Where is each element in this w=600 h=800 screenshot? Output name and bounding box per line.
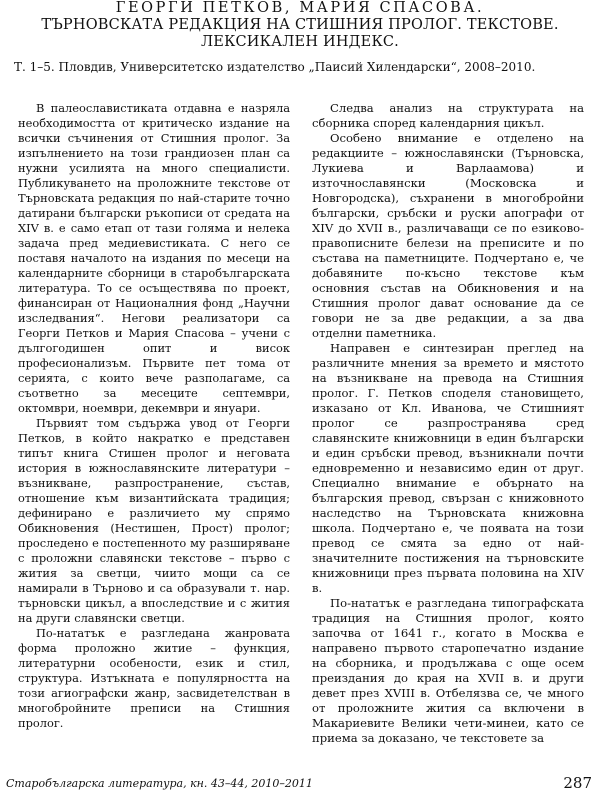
paragraph: Направен е синтезиран преглед на различните мнения за времето и мястото на възникване на превода на Стишния пролог. Г. Петков споделя становището, изказано от Кл. Иванова, че Стишният пролог се разпространява сред славянските книжовници в един български и един сръбски превод, възникнали почти едновременно и независимо един от друг. Специално внимание е обърнато на българския превод, свързан с книжовното наследство на Търновската книжовна школа. Подчертано е, че появата на този превод се смята за едно от най-значителните постижения на търновските книжовници през първата половина на XIV в.: [312, 341, 584, 595]
journal-citation: Старобългарска литература, кн. 43–44, 2010–2011: [6, 777, 313, 790]
left-column: [18, 101, 290, 731]
paragraph: Следва анализ на структурата на сборника според календарния цикъл.: [312, 101, 584, 130]
review-title: [0, 0, 600, 51]
title-book: ТЪРНОВСКАТА РЕДАКЦИЯ НА СТИШНИЯ ПРОЛОГ. ТЕКСТОВЕ.: [41, 17, 559, 33]
page-footer: [0, 776, 600, 796]
paragraph: Особено внимание е отделено на редакциите – южнославянски (Търновска, Лукиева и Варлаамова) и източнославянски (Московска и Новгородска), съхранени в многобройни български, сръбски и руски апографи от XIV до XVII в., различаващи се по езиково-правописните белези на преписите и по състава на паметниците. Подчертано е, че добавяните по-късно текстове към основния състав на Обикновения и на Стишния пролог дават основание да се говори не за две редакции, а за два отделни паметника.: [312, 131, 584, 340]
title-book-cont: ЛЕКСИКАЛЕН ИНДЕКС.: [201, 34, 399, 50]
paragraph: В палеославистиката отдавна е назряла необходимостта от критическо издание на всички съчинения от Стишния пролог. За изпълнението на този грандиозен план са нужни усилията на много специалисти. Публикуването на проложните текстове от Търновската редакция по най-старите точно датирани български ръкописи от средата на XIV в. е само етап от тази голяма и нелека задача пред медиевистиката. С него се поставя началото на издания по месеци на календарните сборници в старобългарската литература. То се осъществява по проект, финансиран от Националния фонд „Научни изследвания“. Негови реализатори са Георги Петков и Мария Спасова – учени с дългогодишен опит и висок професионализъм. Първите пет тома от серията, с които вече разполагаме, са съответно за месеците септември, октомври, ноември, декември и януари.: [18, 101, 290, 415]
paragraph: По-нататък е разгледана типографската традиция на Стишния пролог, която започва от 1641 г., когато в Москва е направено първото старопечатно издание на сборника, и продължава с още осем преиздания до края на XVII в. и други девет през XVIII в. Отбелязва се, че много от проложните жития са включени в Макариевите Велики чети-минеи, като се приема за доказано, че текстовете за: [312, 596, 584, 745]
paragraph: По-нататък е разгледана жанровата форма проложно житие – функция, литературни особености, език и стил, структура. Изтъкната е популярността на този агиографски жанр, засвидетелстван в многобройните преписи на Стишния пролог.: [18, 626, 290, 730]
paragraph: Първият том съдържа увод от Георги Петков, в който накратко е представен типът книга Стишен пролог и неговата история в южнославянските литератури – възникване, разпространение, състав, отношение към византийската традиция; дефинирано е различието му спрямо Обикновения (Нестишен, Прост) пролог; проследено е постепенното му разширяване с проложни славянски текстове – първо с жития за светци, чиито мощи са се намирали в Търново и са образували т. нар. търновски цикъл, а впоследствие и с жития на други славянски светци.: [18, 416, 290, 625]
publication-info: Т. 1–5. Пловдив, Университетско издателство „Паисий Хилендарски“, 2008–2010.: [14, 60, 536, 74]
title-authors: ГЕОРГИ ПЕТКОВ, МАРИЯ СПАСОВА.: [115, 0, 485, 16]
page-number: 287: [563, 774, 592, 792]
right-column: [312, 101, 584, 746]
